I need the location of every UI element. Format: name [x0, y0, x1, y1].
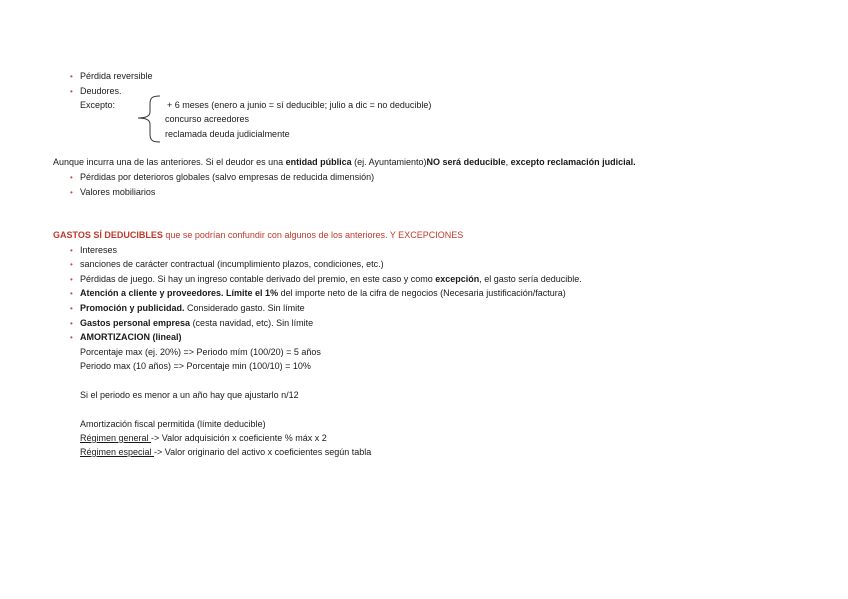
curly-brace [134, 94, 164, 144]
bullet-icon: • [70, 173, 73, 182]
regimen-text: -> Valor originario del activo x coeficientes según tabla [154, 447, 372, 457]
item-text: Deudores. [80, 86, 122, 96]
note-text: , [505, 157, 511, 167]
item-text: Pérdidas de juego. Si hay un ingreso contable derivado del premio, en este caso y como [80, 274, 436, 284]
amortizacion-line: Porcentaje max (ej. 20%) => Periodo mím (100/20) = 5 años [80, 347, 321, 357]
item-text: Considerado gasto. Sin límite [184, 303, 305, 313]
bullet-icon: • [70, 275, 73, 284]
item-bold: Atención a cliente y proveedores. Límite el 1% [80, 288, 279, 298]
amortizacion-line: Periodo max (10 años) => Porcentaje min (100/10) = 10% [80, 361, 311, 371]
exception-item: reclamada deuda judicialmente [165, 129, 290, 139]
amortizacion-line: Amortización fiscal permitida (límite deducible) [80, 419, 266, 429]
exception-item: + 6 meses (enero a junio = sí deducible; julio a dic = no deducible) [167, 100, 432, 110]
item-text: Pérdidas por deterioros globales (salvo empresas de reducida dimensión) [80, 172, 375, 182]
note-bold: entidad pública [285, 157, 352, 167]
list-item [70, 172, 375, 183]
item-text: Valores mobiliarios [80, 187, 156, 197]
note-bold: excepto reclamación judicial. [510, 157, 636, 167]
item-bold: AMORTIZACION (lineal) [80, 332, 182, 342]
bullet-icon: • [70, 289, 73, 298]
bullet-icon: • [70, 87, 73, 96]
regimen-label: Régimen general [80, 433, 152, 443]
item-text: sanciones de carácter contractual (incumplimiento plazos, condiciones, etc.) [80, 259, 384, 269]
exception-item: concurso acreedores [165, 114, 250, 124]
list-item [70, 332, 182, 343]
list-item [70, 259, 384, 270]
item-text: del importe neto de la cifra de negocios (Necesaria justificación/factura) [278, 288, 566, 298]
section-title-bold: GASTOS SÍ DEDUCIBLES [53, 230, 163, 240]
bullet-icon: • [70, 72, 73, 81]
item-bold: excepción [435, 274, 480, 284]
regimen-general [80, 433, 327, 444]
list-item [70, 245, 118, 256]
item-text: , el gasto sería deducible. [479, 274, 582, 284]
excepto-label: Excepto: [80, 100, 116, 110]
bullet-icon: • [70, 188, 73, 197]
note-text: (ej. Ayuntamiento) [351, 157, 427, 167]
list-item [70, 288, 566, 299]
regimen-label: Régimen especial [80, 447, 155, 457]
item-bold: Promoción y publicidad. [80, 303, 185, 313]
bullet-icon: • [70, 260, 73, 269]
item-text: Intereses [80, 245, 118, 255]
section-title-rest: que se podrían confundir con algunos de los anteriores. Y EXCEPCIONES [162, 230, 464, 240]
list-item [70, 318, 314, 329]
item-text: Pérdida reversible [80, 71, 153, 81]
note-paragraph [53, 157, 636, 168]
item-bold: Gastos personal empresa [80, 318, 191, 328]
list-item [70, 86, 122, 97]
regimen-especial [80, 447, 371, 458]
section-title [53, 230, 463, 241]
list-item [70, 303, 305, 314]
note-text: Aunque incurra una de las anteriores. Si el deudor es una [53, 157, 286, 167]
bullet-icon: • [70, 333, 73, 342]
list-item [70, 274, 582, 285]
bullet-icon: • [70, 304, 73, 313]
amortizacion-line: Si el periodo es menor a un año hay que ajustarlo n/12 [80, 390, 299, 400]
item-text: (cesta navidad, etc). Sin límite [190, 318, 314, 328]
note-bold: NO será deducible [426, 157, 506, 167]
bullet-icon: • [70, 246, 73, 255]
list-item [70, 187, 156, 198]
regimen-text: -> Valor adquisición x coeficiente % máx x 2 [151, 433, 327, 443]
bullet-icon: • [70, 319, 73, 328]
list-item [70, 71, 153, 82]
